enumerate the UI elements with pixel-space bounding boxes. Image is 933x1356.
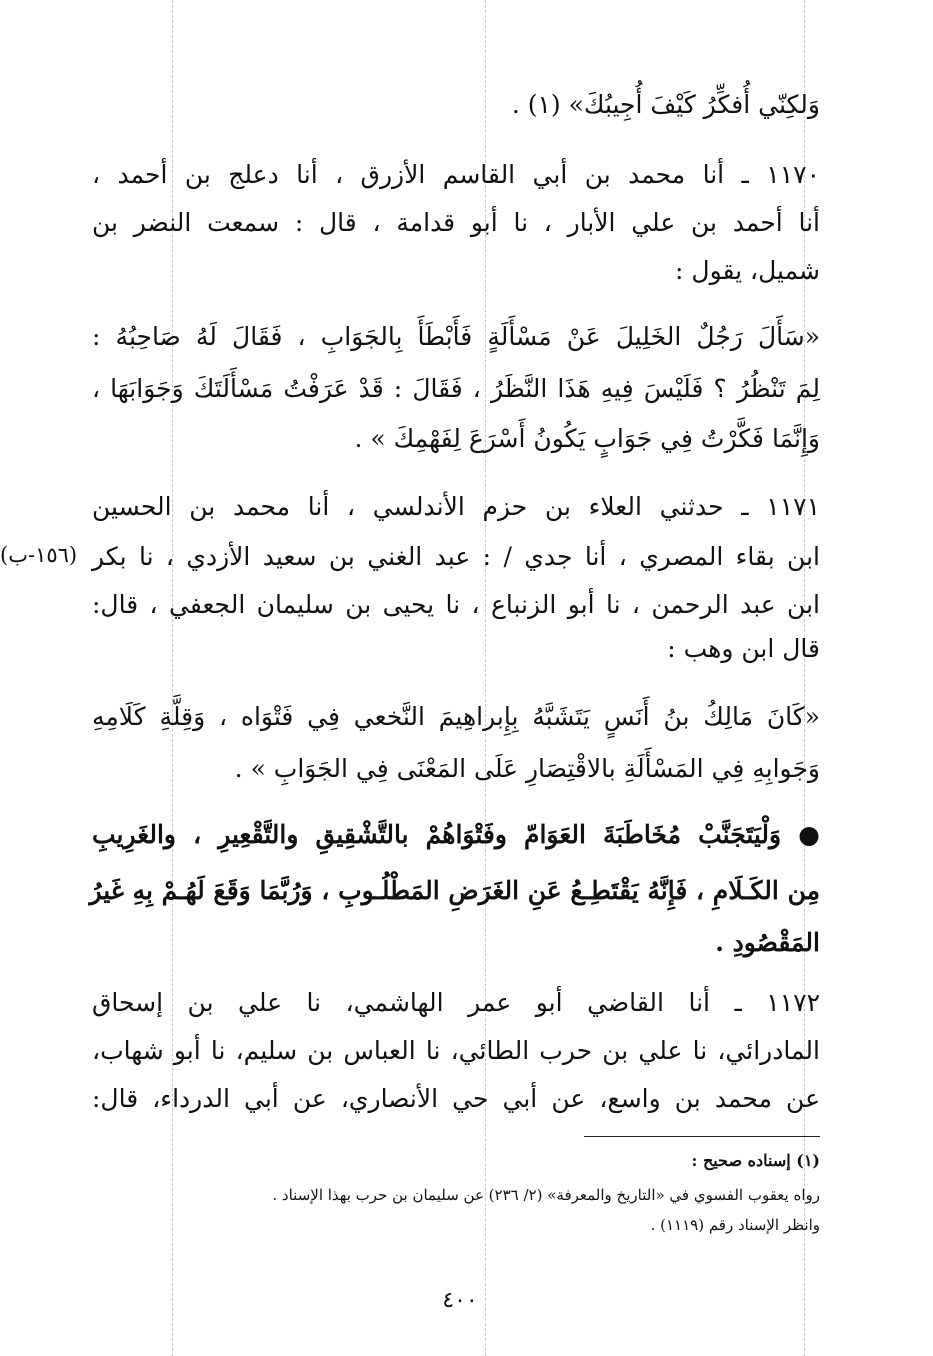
narration-1171-line-3: ابن عبد الرحمن ، نا أبو الزنباع ، نا يحيى بن سليمان الجعفي ، قال: (92, 590, 820, 619)
narration-1171-line-2: ابن بقاء المصري ، أنا جدي / : عبد الغني بن سعيد الأزدي ، نا بكر (92, 542, 820, 571)
footnote-line-1: رواه يعقوب الفسوي في «التاريخ والمعرفة» (٢/ ٢٣٦) عن سليمان بن حرب بهذا الإسناد . (272, 1186, 820, 1204)
narration-1172-line-1: ١١٧٢ ـ أنا القاضي أبو عمر الهاشمي، نا علي بن إسحاق (92, 988, 820, 1017)
footnote-title: (١) إسناده صحيح : (691, 1151, 820, 1170)
quote-malik-line-2: وَجَوابِهِ فِي المَسْأَلَةِ بالاقْتِصَارِ عَلَى المَعْنَى فِي الجَوَابِ » . (234, 754, 820, 783)
quote-khalil-line-2: لِمَ تَنْظُرُ ؟ فَلَيْسَ فِيهِ هَذَا النَّظَرُ ، فَقَالَ : قَدْ عَرَفْتُ مَسْأَلَتَكَ وَجَوَابَهَا ، (92, 374, 820, 403)
body-line-1: وَلكِنّي أُفكِّرُ كَيْفَ أُجِيبُكَ» (١) . (511, 90, 820, 119)
narration-1171-line-4: قال ابن وهب : (667, 634, 820, 663)
quote-khalil-line-3: وَإِنَّمَا فَكَّرْتُ فِي جَوَابٍ يَكُونُ أَسْرَعَ لِفَهْمِكَ » . (354, 424, 820, 453)
footnote-line-2: وانظر الإسناد رقم (١١١٩) . (650, 1216, 820, 1234)
narration-1172-line-3: عن محمد بن واسع، عن أبي حي الأنصاري، عن أبي الدرداء، قال: (92, 1084, 820, 1113)
page-number: ٤٠٠ (442, 1288, 478, 1313)
narration-1171-line-1: ١١٧١ ـ حدثني العلاء بن حزم الأندلسي ، أنا محمد بن الحسين (92, 492, 820, 521)
narration-1172-line-2: المادرائي، نا علي بن حرب الطائي، نا العباس بن سليم، نا أبو شهاب، (92, 1036, 820, 1065)
narration-1170-line-2: أنا أحمد بن علي الأبار ، نا أبو قدامة ، قال : سمعت النضر بن (92, 208, 820, 237)
manuscript-folio-marker: (١٥٦-ب) (0, 543, 78, 567)
quote-malik-line-1: «كَانَ مَالِكُ بنُ أَنَسٍ يَتَشَبَّهُ بِإِبراهِيمَ النَّخعي فِي فَتْوَاه ، وَقِلَّةِ كَلَامِهِ (92, 702, 820, 731)
rule-paragraph-line-2: مِن الكَـلَامِ ، فَإِنَّهُ يَقْتَطِـعُ عَنِ الغَرَضِ المَطْلُـوبِ ، وَرُبَّمَا وَقَعَ لَهُـمْ بِهِ غَيرُ (89, 876, 820, 905)
rule-paragraph-line-1: ● وَلْيَتَجَنَّبْ مُخَاطَبَةَ العَوَامّ وفَتْوَاهُمْ بالتَّشْقِيقِ والتَّقْعِيرِ ، والغَرِيبِ (92, 820, 820, 849)
page-body (89, 82, 820, 1282)
footnote-separator (584, 1136, 820, 1137)
narration-1170-line-3: شميل، يقول : (675, 256, 820, 285)
rule-paragraph-line-3: المَقْصُودِ . (715, 928, 820, 957)
quote-khalil-line-1: «سَأَلَ رَجُلٌ الخَلِيلَ عَنْ مَسْأَلَةٍ فَأَبْطَأَ بِالجَوَابِ ، فَقَالَ لَهُ صَاحِبُهُ : (92, 322, 820, 351)
narration-1170-line-1: ١١٧٠ ـ أنا محمد بن أبي القاسم الأزرق ، أنا دعلج بن أحمد ، (92, 160, 820, 189)
